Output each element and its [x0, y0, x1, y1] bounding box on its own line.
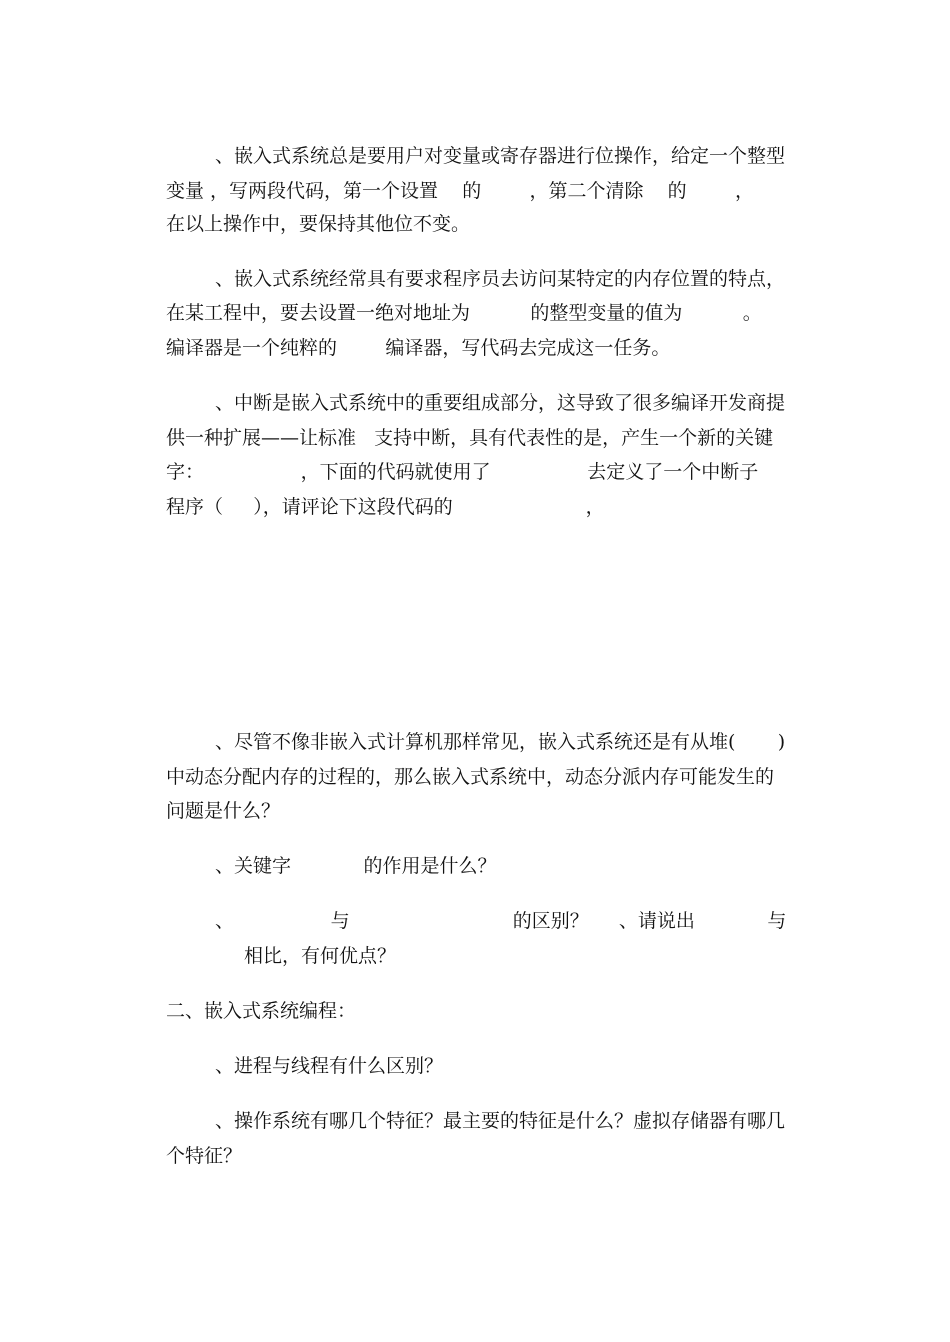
- q2-line-3: 编译器是一个纯粹的 编译器，写代码去完成这一任务。: [166, 337, 671, 359]
- q5-line-1: 、关键字 的作用是什么？: [215, 855, 497, 877]
- q4-line-2: 中动态分配内存的过程的，那么嵌入式系统中，动态分派内存可能发生的: [166, 766, 775, 788]
- s2-q2-line-2: 个特征？: [166, 1145, 243, 1167]
- q4-line-1: 、尽管不像非嵌入式计算机那样常见，嵌入式系统还是有从堆( ): [215, 731, 786, 753]
- section-heading: 二、嵌入式系统编程：: [166, 1000, 357, 1022]
- q1-line-2: 变量 ，写两段代码，第一个设置 的 ，第二个清除 的 ，: [166, 180, 754, 202]
- q3-line-2: 供一种扩展——让标准 支持中断，具有代表性的是，产生一个新的关键: [166, 427, 774, 449]
- q3-line-4: 程序（ ），请评论下这段代码的 ，: [166, 496, 605, 518]
- q2-line-2: 在某工程中，要去设置一绝对地址为 的整型变量的值为 。: [166, 302, 762, 324]
- q3-line-3: 字： ，下面的代码就使用了 去定义了一个中断子: [166, 461, 759, 483]
- s2-q2-line-1: 、操作系统有哪几个特征？最主要的特征是什么？虚拟存储器有哪几: [215, 1110, 786, 1132]
- q6-line-2: 相比，有何优点？: [244, 945, 397, 967]
- q1-line-1: 、嵌入式系统总是要用户对变量或寄存器进行位操作，给定一个整型: [215, 145, 786, 167]
- q3-line-1: 、中断是嵌入式系统中的重要组成部分，这导致了很多编译开发商提: [215, 392, 786, 414]
- q2-line-1: 、嵌入式系统经常具有要求程序员去访问某特定的内存位置的特点，: [215, 268, 786, 290]
- q1-line-3: 在以上操作中，要保持其他位不变。: [166, 213, 471, 235]
- q6-line-1: 、 与 的区别？ 、请说出 与: [215, 910, 787, 932]
- s2-q1-line-1: 、进程与线程有什么区别？: [215, 1055, 444, 1077]
- q4-line-3: 问题是什么？: [166, 800, 281, 822]
